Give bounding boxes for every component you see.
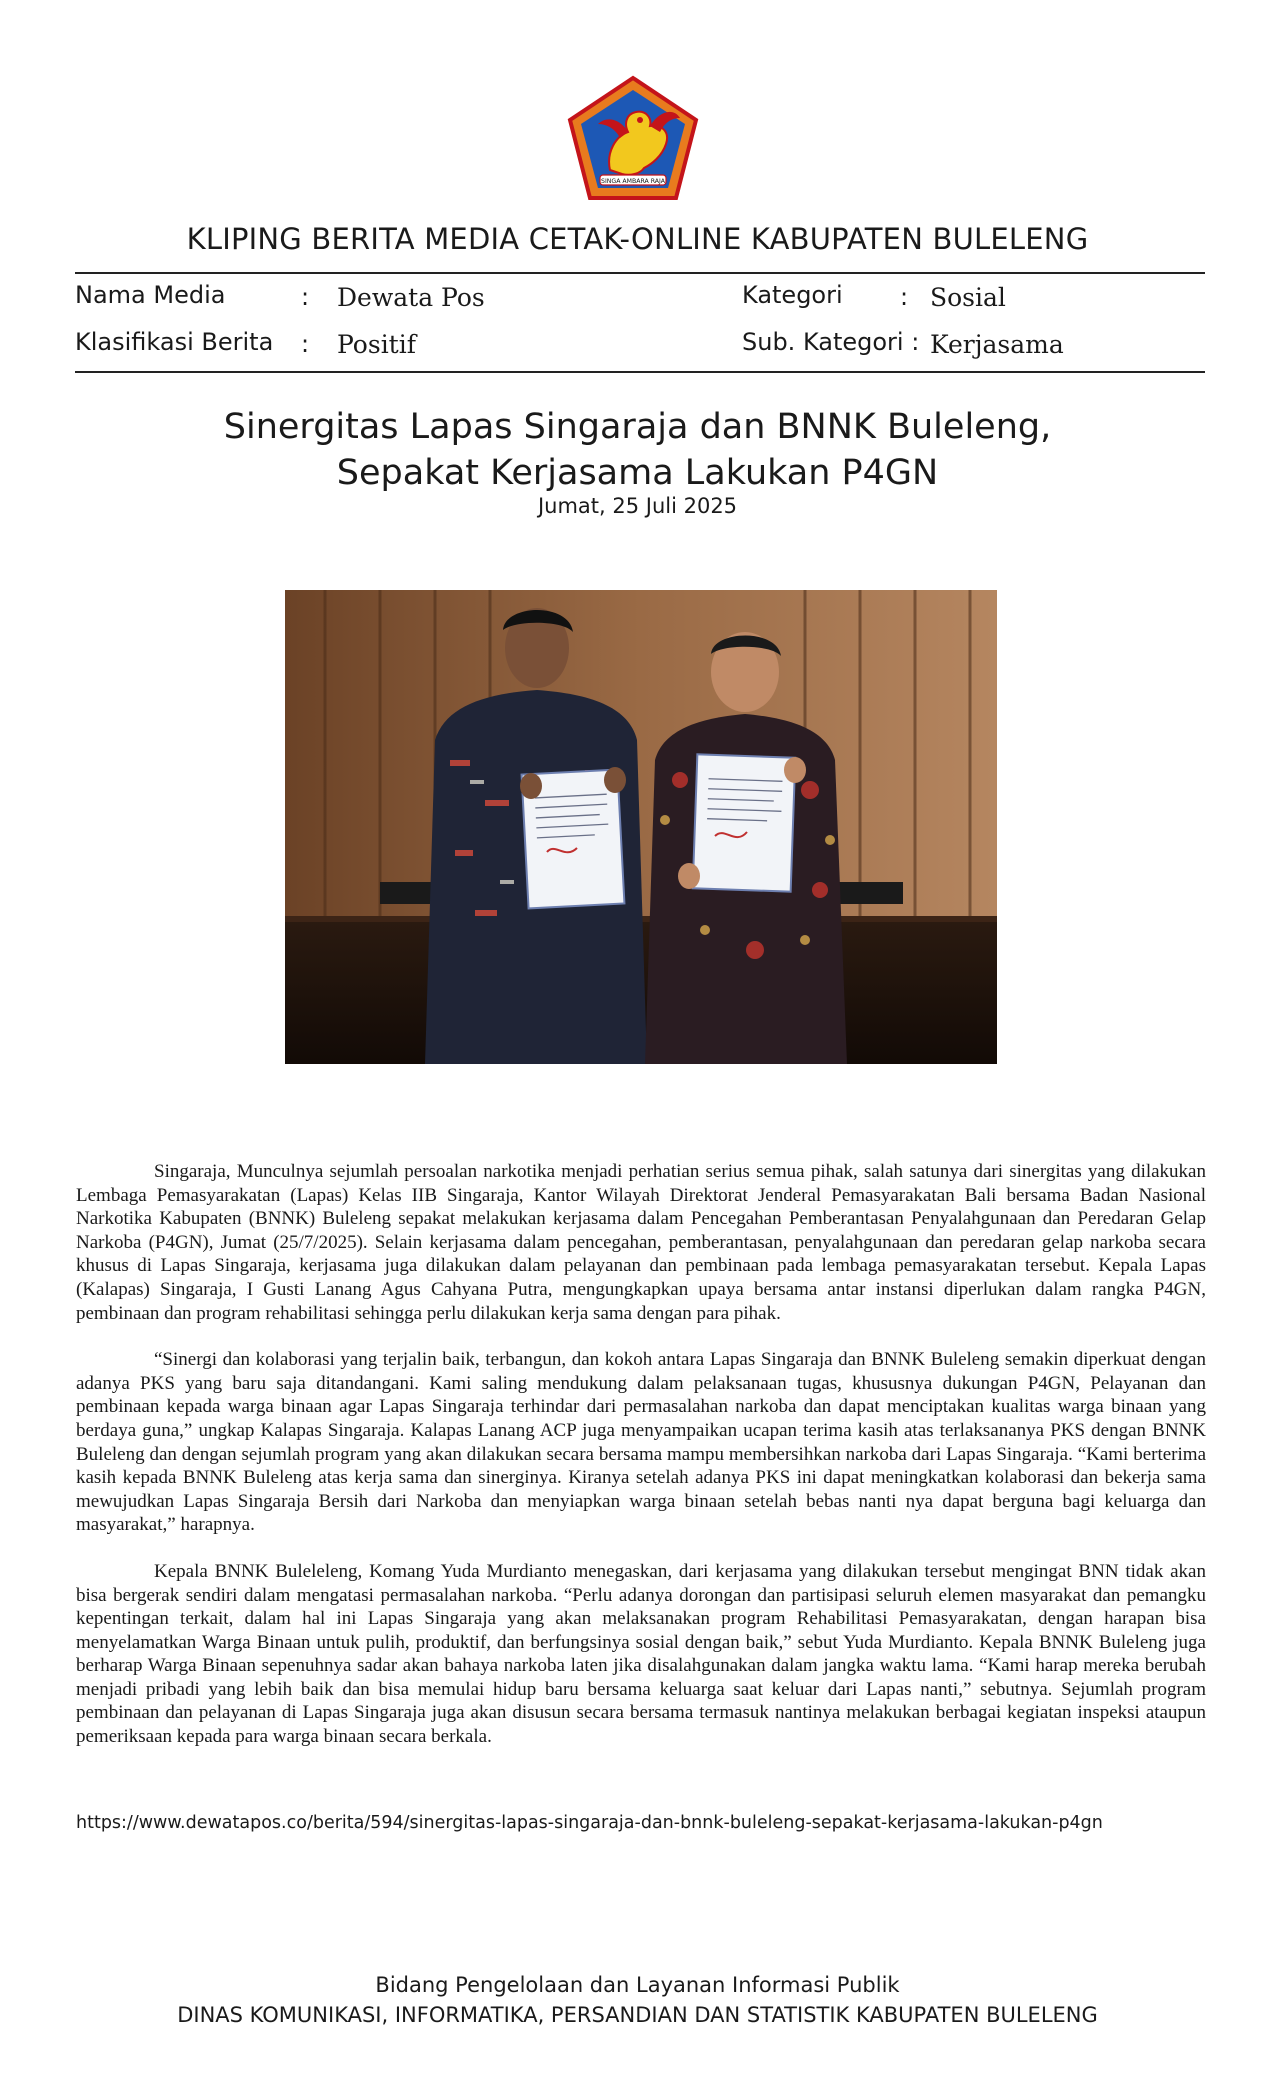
regency-logo [566,74,700,202]
article-title-line2: Sepakat Kerjasama Lakukan P4GN [336,453,939,493]
logo-motto: SINGA AMBARA RAJA [601,178,665,185]
article-date: Jumat, 25 Juli 2025 [537,494,738,518]
clipping-header-title: KLIPING BERITA MEDIA CETAK-ONLINE KABUPATEN BULELENG [186,222,1089,256]
classification-colon: : [301,330,310,358]
media-value: Dewata Pos [337,283,485,312]
header-bottom-rule [75,371,1205,373]
article-paragraph-1: Singaraja, Munculnya sejumlah persoalan narkotika menjadi perhatian serius semua pihak, salah satunya dari sinergitas yang dilakukan Lembaga Pemasyarakatan (Lapas) Kelas IIB Singaraja, Kantor Wilayah Direktorat Jenderal Pemasyarakatan Bali bersama Badan Nasional Narkotika Kabupaten (BNNK) Buleleng sepakat melakukan kerjasama dalam Pencegahan Pemberantasan Penyalahgunaan dan Peredaran Gelap Narkoba (P4GN), Jumat (25/7/2025). Selain kerjasama dalam pencegahan, pemberantasan, penyalahgunaan dan peredaran gelap narkoba secara khusus di Lapas Singaraja, kerjasama juga dilakukan dalam pelayanan dan pembinaan pada lembaga pemasyarakatan tersebut. Kepala Lapas (Kalapas) Singaraja, I Gusti Lanang Agus Cahyana Putra, mengungkapkan upaya bersama antar instansi diperlukan dalam rangka P4GN, pembinaan dan program rehabilitasi sehingga perlu dilakukan kerja sama dengan para pihak. [76,1161,1206,1324]
header-top-rule [75,272,1205,274]
media-label: Nama Media [75,281,226,309]
category-value: Sosial [930,283,1006,312]
classification-value: Positif [337,330,416,359]
footer-agency: DINAS KOMUNIKASI, INFORMATIKA, PERSANDIAN DAN STATISTIK KABUPATEN BULELENG [177,2003,1098,2027]
media-colon: : [301,283,310,311]
classification-label: Klasifikasi Berita [75,328,274,356]
subcategory-value: Kerjasama [930,330,1064,359]
article-title [0,404,1275,496]
subcategory-label: Sub. Kategori : [742,328,920,356]
article-paragraph-2: “Sinergi dan kolaborasi yang terjalin baik, terbangun, dan kokoh antara Lapas Singaraja dan BNNK Buleleng semakin diperkuat dengan adanya PKS yang baru saja ditandangani. Kami saling mendukung dalam pelaksanaan tugas, khususnya dukungan P4GN, Pelayanan dan pembinaan kepada warga binaan agar Lapas Singaraja terhindar dari permasalahan narkoba dan dapat menciptakan kualitas warga binaan yang berdaya guna,” ungkap Kalapas Singaraja. Kalapas Lanang ACP juga menyampaikan ucapan terima kasih atas terlaksananya PKS dengan BNNK Buleleng dan dengan sejumlah program yang akan dilakukan secara bersama mampu membersihkan narkoba dari Lapas Singaraja. “Kami berterima kasih kepada BNNK Buleleng atas kerja sama dan sinerginya. Kiranya setelah adanya PKS ini dapat meningkatkan kolaborasi dan bekerja sama mewujudkan Lapas Singaraja Bersih dari Narkoba dan menyiapkan warga binaan setelah bebas nanti nya dapat berguna bagi keluarga dan masyarakat,” harapnya. [76,1349,1206,1536]
article-paragraph-3: Kepala BNNK Buleleleng, Komang Yuda Murdianto menegaskan, dari kerjasama yang dilakukan tersebut mengingat BNN tidak akan bisa bergerak sendiri dalam mengatasi permasalahan narkoba. “Perlu adanya dorongan dan partisipasi seluruh elemen masyarakat dan pemangku kepentingan terkait, dalam hal ini Lapas Singaraja yang akan melaksanakan program Rehabilitasi Pemasyarakatan, dengan harapan bisa menyelamatkan Warga Binaan untuk pulih, produktif, dan berfungsinya sosial dengan baik,” sebut Yuda Murdianto. Kepala BNNK Buleleng juga berharap Warga Binaan sepenuhnya sadar akan bahaya narkoba laten jika disalahgunakan dalam jangka waktu lama. “Kami harap mereka berubah menjadi pribadi yang lebih baik dan bisa memulai hidup baru bersama keluarga saat keluar dari Lapas nanti,” sebutnya. Sejumlah program pembinaan dan pelayanan di Lapas Singaraja juga akan disusun secara bersama termasuk nantinya melakukan berbagai kegiatan inspeksi ataupun pemeriksaan kepada para warga binaan secara berkala. [76,1560,1206,1748]
category-colon: : [900,283,909,311]
article-title-line1: Sinergitas Lapas Singaraja dan BNNK Buleleng, [223,407,1052,447]
footer-department: Bidang Pengelolaan dan Layanan Informasi Publik [375,1973,900,1997]
source-url-link[interactable]: https://www.dewatapos.co/berita/594/sinergitas-lapas-singaraja-dan-bnnk-buleleng-sepakat-kerjasama-lakukan-p4gn [76,1813,1103,1833]
article-body [76,1160,1206,1772]
article-photo [285,590,997,1064]
category-label: Kategori [742,281,843,309]
